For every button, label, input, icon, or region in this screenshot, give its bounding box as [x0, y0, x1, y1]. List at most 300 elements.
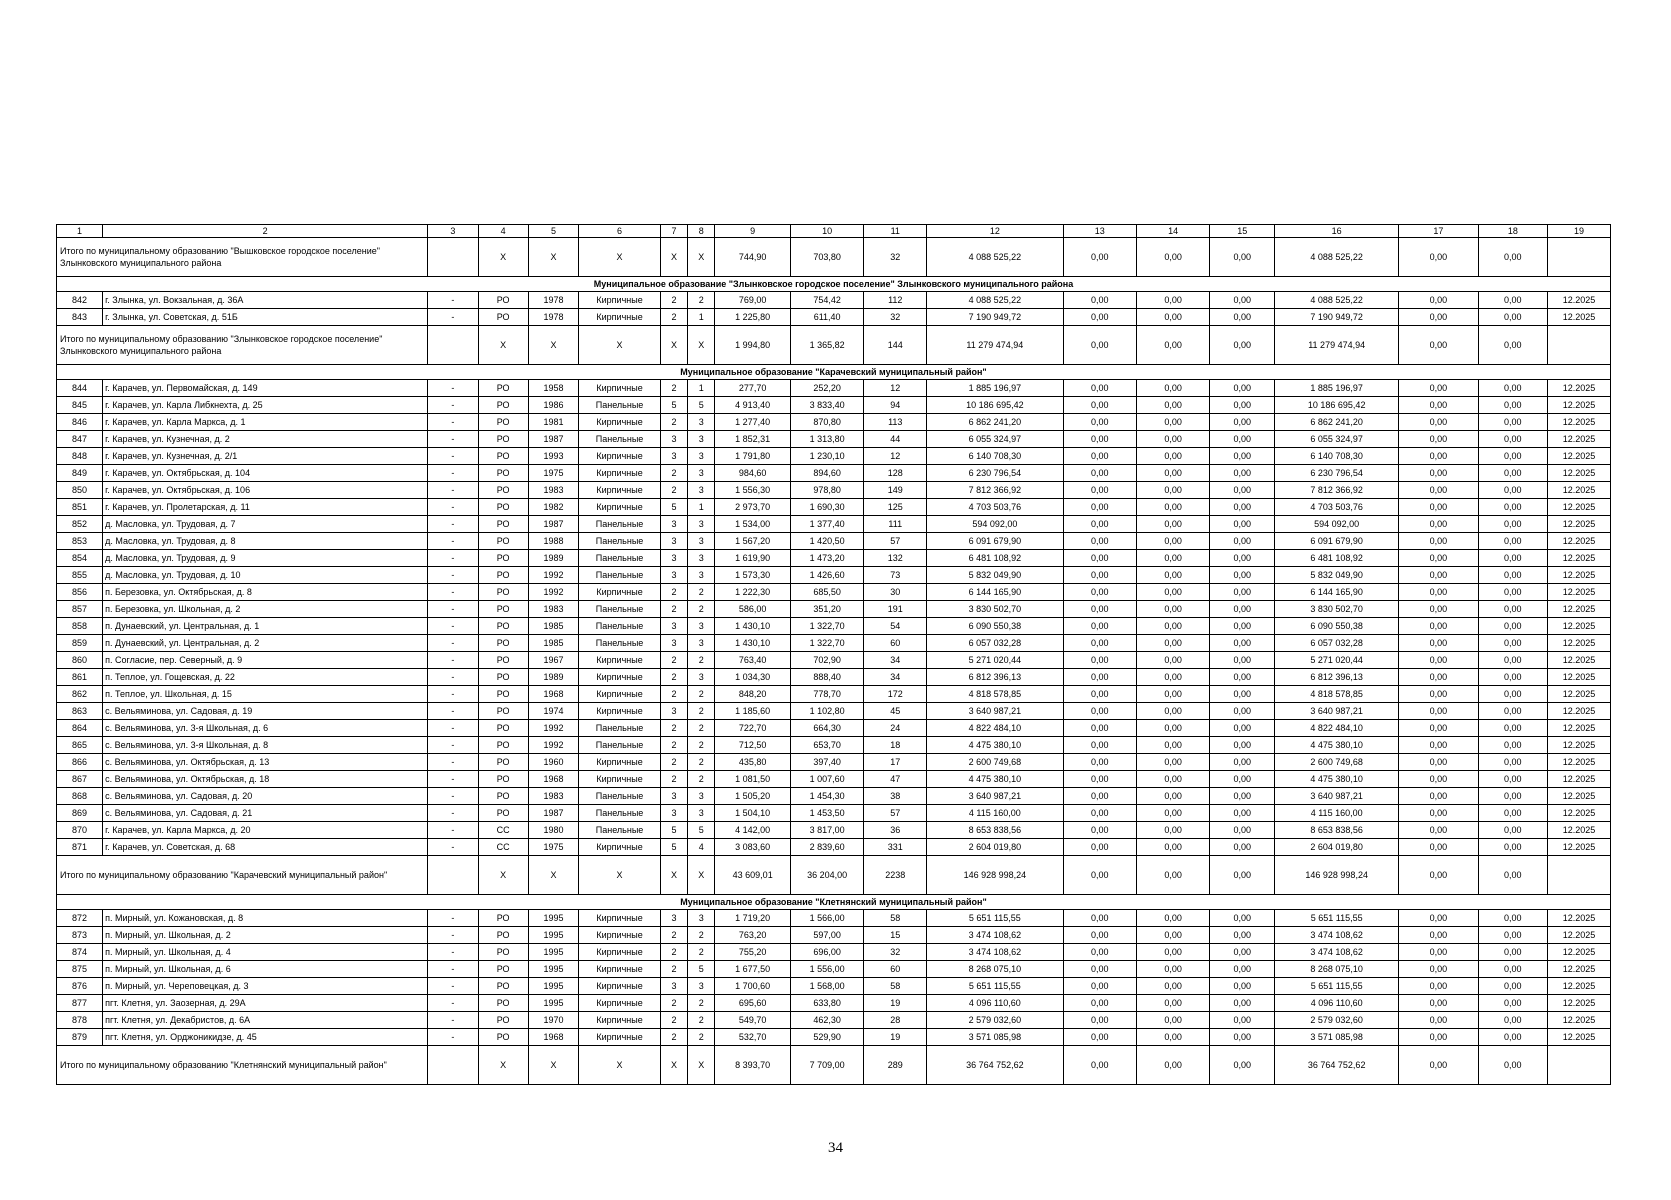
table-cell: Кирпичные: [579, 703, 661, 720]
table-cell: 0,00: [1478, 720, 1547, 737]
table-cell: -: [428, 465, 478, 482]
subtotal-cell: 8 393,70: [715, 1046, 790, 1085]
table-cell: РО: [478, 961, 528, 978]
subtotal-cell: 0,00: [1399, 1046, 1479, 1085]
table-cell: 0,00: [1478, 995, 1547, 1012]
subtotal-cell: 36 764 752,62: [927, 1046, 1063, 1085]
table-cell: 3: [688, 482, 715, 499]
table-cell: 0,00: [1210, 720, 1275, 737]
table-row: [57, 720, 1611, 737]
table-body: [57, 225, 1611, 1085]
table-cell: Панельные: [579, 737, 661, 754]
table-cell: -: [428, 397, 478, 414]
table-cell: 12.2025: [1547, 292, 1610, 309]
table-cell: 1968: [528, 686, 578, 703]
table-cell: 0,00: [1136, 995, 1209, 1012]
table-row: [57, 910, 1611, 927]
table-cell: 0,00: [1399, 927, 1479, 944]
table-cell: 1987: [528, 805, 578, 822]
table-row: [57, 737, 1611, 754]
table-cell: Кирпичные: [579, 309, 661, 326]
table-cell: 532,70: [715, 1029, 790, 1046]
table-cell: 1987: [528, 431, 578, 448]
table-cell: РО: [478, 771, 528, 788]
table-cell: РО: [478, 601, 528, 618]
table-cell: 1 322,70: [790, 635, 863, 652]
table-cell: 0,00: [1210, 1029, 1275, 1046]
table-cell: 1995: [528, 910, 578, 927]
address-cell: г. Злынка, ул. Вокзальная, д. 36А: [103, 292, 428, 309]
table-cell: 12.2025: [1547, 944, 1610, 961]
table-cell: 0,00: [1399, 686, 1479, 703]
table-cell: 6 057 032,28: [1275, 635, 1399, 652]
row-number-cell: 865: [57, 737, 103, 754]
table-cell: РО: [478, 635, 528, 652]
table-cell: 0,00: [1063, 380, 1136, 397]
table-cell: 6 090 550,38: [927, 618, 1063, 635]
table-cell: 0,00: [1210, 652, 1275, 669]
table-cell: 4 115 160,00: [927, 805, 1063, 822]
table-row: [57, 380, 1611, 397]
table-cell: Кирпичные: [579, 927, 661, 944]
table-cell: 0,00: [1478, 567, 1547, 584]
table-cell: 0,00: [1399, 995, 1479, 1012]
table-cell: Кирпичные: [579, 839, 661, 856]
table-row: [57, 1029, 1611, 1046]
address-cell: с. Вельяминова, ул. Октябрьская, д. 13: [103, 754, 428, 771]
subtotal-cell: 0,00: [1063, 856, 1136, 895]
table-cell: 0,00: [1136, 703, 1209, 720]
table-cell: 3 571 085,98: [927, 1029, 1063, 1046]
table-cell: 0,00: [1210, 533, 1275, 550]
table-cell: 0,00: [1063, 309, 1136, 326]
table-cell: 763,40: [715, 652, 790, 669]
table-row: [57, 482, 1611, 499]
table-cell: 1 426,60: [790, 567, 863, 584]
table-cell: 0,00: [1210, 567, 1275, 584]
address-cell: г. Карачев, ул. Карла Либкнехта, д. 25: [103, 397, 428, 414]
column-number-cell: 2: [103, 225, 428, 238]
table-cell: 0,00: [1136, 309, 1209, 326]
subtotal-cell: 2238: [864, 856, 927, 895]
table-cell: 0,00: [1210, 703, 1275, 720]
table-cell: 34: [864, 669, 927, 686]
table-cell: 0,00: [1063, 944, 1136, 961]
table-cell: 0,00: [1210, 978, 1275, 995]
column-number-cell: 13: [1063, 225, 1136, 238]
table-cell: 4 115 160,00: [1275, 805, 1399, 822]
table-row: [57, 788, 1611, 805]
table-cell: 763,20: [715, 927, 790, 944]
table-cell: 6 862 241,20: [927, 414, 1063, 431]
table-cell: -: [428, 499, 478, 516]
subtotal-cell: 0,00: [1478, 856, 1547, 895]
table-cell: Панельные: [579, 788, 661, 805]
table-cell: 4 703 503,76: [927, 499, 1063, 516]
table-cell: РО: [478, 397, 528, 414]
table-cell: 0,00: [1063, 737, 1136, 754]
address-cell: г. Карачев, ул. Карла Маркса, д. 20: [103, 822, 428, 839]
table-cell: -: [428, 927, 478, 944]
table-row: [57, 927, 1611, 944]
table-cell: 462,30: [790, 1012, 863, 1029]
subtotal-label: Итого по муниципальному образованию "Вышковское городское поселение" Злынковского муниципального района: [57, 238, 428, 277]
table-cell: 0,00: [1063, 927, 1136, 944]
table-cell: 1985: [528, 618, 578, 635]
table-cell: 0,00: [1136, 618, 1209, 635]
table-row: [57, 309, 1611, 326]
table-cell: 0,00: [1210, 499, 1275, 516]
table-row: [57, 652, 1611, 669]
table-cell: 1968: [528, 1029, 578, 1046]
table-cell: 3: [660, 805, 687, 822]
table-row: [57, 397, 1611, 414]
table-cell: 594 092,00: [927, 516, 1063, 533]
table-cell: 6 055 324,97: [1275, 431, 1399, 448]
table-cell: -: [428, 482, 478, 499]
table-cell: 1 322,70: [790, 618, 863, 635]
table-cell: Кирпичные: [579, 754, 661, 771]
table-cell: РО: [478, 995, 528, 1012]
table-cell: 2: [660, 380, 687, 397]
table-cell: 12.2025: [1547, 550, 1610, 567]
table-cell: 0,00: [1063, 1012, 1136, 1029]
table-cell: 5: [660, 839, 687, 856]
table-cell: 0,00: [1136, 805, 1209, 822]
address-cell: пгт. Клетня, ул. Декабристов, д. 6А: [103, 1012, 428, 1029]
table-cell: Панельные: [579, 397, 661, 414]
table-cell: 8 653 838,56: [1275, 822, 1399, 839]
table-cell: 1982: [528, 499, 578, 516]
column-number-cell: 12: [927, 225, 1063, 238]
table-cell: 0,00: [1210, 414, 1275, 431]
table-cell: 10 186 695,42: [927, 397, 1063, 414]
address-cell: п. Березовка, ул. Школьная, д. 2: [103, 601, 428, 618]
table-cell: 0,00: [1063, 567, 1136, 584]
subtotal-cell: X: [660, 238, 687, 277]
subtotal-cell: 0,00: [1210, 856, 1275, 895]
table-cell: 1 377,40: [790, 516, 863, 533]
table-cell: 6 091 679,90: [1275, 533, 1399, 550]
table-cell: 1 102,80: [790, 703, 863, 720]
table-cell: 2: [688, 927, 715, 944]
table-cell: 0,00: [1063, 584, 1136, 601]
table-cell: 0,00: [1210, 961, 1275, 978]
table-cell: 5: [688, 822, 715, 839]
table-cell: 132: [864, 550, 927, 567]
table-cell: 2: [688, 1029, 715, 1046]
table-cell: РО: [478, 380, 528, 397]
table-cell: 3 474 108,62: [1275, 944, 1399, 961]
table-cell: РО: [478, 618, 528, 635]
table-cell: РО: [478, 703, 528, 720]
table-cell: 1 504,10: [715, 805, 790, 822]
subtotal-cell: 36 764 752,62: [1275, 1046, 1399, 1085]
row-number-cell: 866: [57, 754, 103, 771]
subtotal-cell: X: [688, 238, 715, 277]
table-cell: -: [428, 686, 478, 703]
subtotal-cell: 0,00: [1136, 856, 1209, 895]
table-cell: 10 186 695,42: [1275, 397, 1399, 414]
table-cell: 0,00: [1399, 839, 1479, 856]
table-cell: 0,00: [1136, 601, 1209, 618]
table-cell: 1981: [528, 414, 578, 431]
table-cell: 0,00: [1210, 465, 1275, 482]
table-cell: 0,00: [1136, 822, 1209, 839]
table-cell: -: [428, 737, 478, 754]
table-cell: 894,60: [790, 465, 863, 482]
table-cell: 3: [660, 448, 687, 465]
table-cell: 12.2025: [1547, 652, 1610, 669]
table-cell: -: [428, 1012, 478, 1029]
table-cell: 12.2025: [1547, 961, 1610, 978]
address-cell: г. Карачев, ул. Кузнечная, д. 2/1: [103, 448, 428, 465]
table-cell: 1958: [528, 380, 578, 397]
table-row: [57, 995, 1611, 1012]
table-cell: 3 474 108,62: [1275, 927, 1399, 944]
table-cell: 6 862 241,20: [1275, 414, 1399, 431]
subtotal-cell: 703,80: [790, 238, 863, 277]
table-cell: Кирпичные: [579, 652, 661, 669]
table-cell: -: [428, 292, 478, 309]
table-cell: 0,00: [1399, 978, 1479, 995]
table-cell: 1960: [528, 754, 578, 771]
section-header-row: [57, 365, 1611, 380]
table-cell: Кирпичные: [579, 771, 661, 788]
table-cell: 6 230 796,54: [1275, 465, 1399, 482]
table-cell: 2 839,60: [790, 839, 863, 856]
table-cell: 1 567,20: [715, 533, 790, 550]
table-cell: 702,90: [790, 652, 863, 669]
address-cell: п. Теплое, ул. Школьная, д. 15: [103, 686, 428, 703]
column-number-cell: 5: [528, 225, 578, 238]
table-cell: 30: [864, 584, 927, 601]
address-cell: г. Карачев, ул. Октябрьская, д. 104: [103, 465, 428, 482]
table-cell: 0,00: [1136, 465, 1209, 482]
table-cell: 0,00: [1210, 822, 1275, 839]
subtotal-cell: X: [660, 856, 687, 895]
table-cell: -: [428, 805, 478, 822]
table-cell: 0,00: [1478, 839, 1547, 856]
table-cell: 0,00: [1478, 292, 1547, 309]
table-cell: 2: [688, 292, 715, 309]
table-cell: РО: [478, 652, 528, 669]
table-cell: 0,00: [1210, 737, 1275, 754]
table-cell: 3: [660, 516, 687, 533]
table-cell: 1 619,90: [715, 550, 790, 567]
table-cell: 5 271 020,44: [1275, 652, 1399, 669]
table-cell: 2: [688, 584, 715, 601]
table-cell: 0,00: [1478, 482, 1547, 499]
table-cell: 4 088 525,22: [1275, 292, 1399, 309]
table-cell: 2: [688, 720, 715, 737]
table-cell: 0,00: [1399, 771, 1479, 788]
housing-repair-register-table: [56, 224, 1611, 1085]
subtotal-cell: X: [579, 238, 661, 277]
table-cell: -: [428, 567, 478, 584]
subtotal-cell: 4 088 525,22: [1275, 238, 1399, 277]
table-cell: -: [428, 839, 478, 856]
subtotal-cell: [1547, 238, 1610, 277]
column-number-cell: 18: [1478, 225, 1547, 238]
subtotal-cell: 0,00: [1063, 1046, 1136, 1085]
table-cell: 0,00: [1399, 414, 1479, 431]
table-cell: 1: [688, 499, 715, 516]
address-cell: д. Масловка, ул. Трудовая, д. 8: [103, 533, 428, 550]
table-cell: 2 604 019,80: [927, 839, 1063, 856]
table-cell: 6 144 165,90: [927, 584, 1063, 601]
table-cell: 12.2025: [1547, 533, 1610, 550]
row-number-cell: 878: [57, 1012, 103, 1029]
table-cell: 0,00: [1210, 927, 1275, 944]
table-cell: -: [428, 516, 478, 533]
table-cell: -: [428, 754, 478, 771]
table-cell: 3: [688, 788, 715, 805]
table-cell: 0,00: [1210, 995, 1275, 1012]
row-number-cell: 874: [57, 944, 103, 961]
table-cell: 397,40: [790, 754, 863, 771]
table-cell: 1988: [528, 533, 578, 550]
table-cell: 0,00: [1063, 499, 1136, 516]
table-cell: 0,00: [1399, 754, 1479, 771]
table-cell: 1968: [528, 771, 578, 788]
subtotal-cell: 0,00: [1399, 326, 1479, 365]
address-cell: д. Масловка, ул. Трудовая, д. 9: [103, 550, 428, 567]
table-cell: 12.2025: [1547, 703, 1610, 720]
subtotal-cell: X: [660, 1046, 687, 1085]
table-cell: РО: [478, 720, 528, 737]
table-cell: РО: [478, 1012, 528, 1029]
table-cell: РО: [478, 788, 528, 805]
table-cell: 2 973,70: [715, 499, 790, 516]
table-cell: 4 096 110,60: [927, 995, 1063, 1012]
table-cell: 12.2025: [1547, 995, 1610, 1012]
address-cell: п. Мирный, ул. Кожановская, д. 8: [103, 910, 428, 927]
address-cell: пгт. Клетня, ул. Заозерная, д. 29А: [103, 995, 428, 1012]
table-cell: 0,00: [1210, 771, 1275, 788]
table-cell: 0,00: [1399, 465, 1479, 482]
table-cell: -: [428, 771, 478, 788]
subtotal-cell: X: [528, 326, 578, 365]
table-cell: 5: [688, 397, 715, 414]
table-cell: 2: [660, 652, 687, 669]
table-cell: 12.2025: [1547, 431, 1610, 448]
column-number-row: [57, 225, 1611, 238]
table-cell: 0,00: [1063, 601, 1136, 618]
table-cell: 0,00: [1136, 567, 1209, 584]
table-cell: 0,00: [1136, 771, 1209, 788]
table-cell: Кирпичные: [579, 961, 661, 978]
table-cell: 0,00: [1399, 567, 1479, 584]
table-cell: 3: [688, 910, 715, 927]
table-row: [57, 669, 1611, 686]
column-number-cell: 17: [1399, 225, 1479, 238]
table-cell: 12.2025: [1547, 516, 1610, 533]
table-cell: 2: [660, 720, 687, 737]
table-cell: Панельные: [579, 635, 661, 652]
table-cell: 0,00: [1478, 944, 1547, 961]
row-number-cell: 847: [57, 431, 103, 448]
table-cell: РО: [478, 927, 528, 944]
address-cell: с. Вельяминова, ул. Садовая, д. 19: [103, 703, 428, 720]
table-cell: 2: [660, 482, 687, 499]
table-cell: 0,00: [1399, 448, 1479, 465]
table-cell: 0,00: [1399, 635, 1479, 652]
section-title: Муниципальное образование "Злынковское городское поселение" Злынковского муниципального района: [57, 277, 1611, 292]
table-cell: 1975: [528, 465, 578, 482]
table-cell: 0,00: [1399, 669, 1479, 686]
table-cell: 3: [660, 635, 687, 652]
row-number-cell: 857: [57, 601, 103, 618]
address-cell: п. Мирный, ул. Школьная, д. 6: [103, 961, 428, 978]
table-row: [57, 516, 1611, 533]
subtotal-cell: 0,00: [1136, 238, 1209, 277]
table-row: [57, 635, 1611, 652]
table-cell: 633,80: [790, 995, 863, 1012]
table-cell: 1995: [528, 995, 578, 1012]
table-cell: Кирпичные: [579, 910, 661, 927]
address-cell: с. Вельяминова, ул. Октябрьская, д. 18: [103, 771, 428, 788]
table-cell: -: [428, 309, 478, 326]
table-cell: 888,40: [790, 669, 863, 686]
table-row: [57, 944, 1611, 961]
table-cell: 6 057 032,28: [927, 635, 1063, 652]
address-cell: п. Мирный, ул. Череповецкая, д. 3: [103, 978, 428, 995]
table-cell: РО: [478, 567, 528, 584]
table-cell: 111: [864, 516, 927, 533]
row-number-cell: 850: [57, 482, 103, 499]
table-cell: 5 651 115,55: [927, 910, 1063, 927]
row-number-cell: 868: [57, 788, 103, 805]
table-cell: 0,00: [1399, 910, 1479, 927]
section-header-row: [57, 895, 1611, 910]
table-cell: 1983: [528, 601, 578, 618]
subtotal-cell: 11 279 474,94: [1275, 326, 1399, 365]
table-cell: 0,00: [1478, 1012, 1547, 1029]
table-cell: 2: [660, 669, 687, 686]
table-cell: 4 475 380,10: [1275, 771, 1399, 788]
table-cell: 1 453,50: [790, 805, 863, 822]
table-cell: 5 651 115,55: [1275, 910, 1399, 927]
subtotal-row: [57, 326, 1611, 365]
table-cell: -: [428, 618, 478, 635]
table-cell: 1 568,00: [790, 978, 863, 995]
table-cell: -: [428, 533, 478, 550]
table-cell: 28: [864, 1012, 927, 1029]
table-cell: 57: [864, 533, 927, 550]
row-number-cell: 846: [57, 414, 103, 431]
table-cell: Кирпичные: [579, 380, 661, 397]
table-cell: 0,00: [1063, 533, 1136, 550]
table-cell: 2: [660, 737, 687, 754]
table-row: [57, 978, 1611, 995]
table-cell: 0,00: [1136, 448, 1209, 465]
table-cell: 0,00: [1210, 516, 1275, 533]
table-cell: 2: [660, 309, 687, 326]
table-cell: 1 791,80: [715, 448, 790, 465]
table-cell: 0,00: [1063, 652, 1136, 669]
table-cell: 0,00: [1136, 737, 1209, 754]
table-cell: 1970: [528, 1012, 578, 1029]
table-cell: 3 830 502,70: [1275, 601, 1399, 618]
table-cell: СС: [478, 839, 528, 856]
table-cell: 7 190 949,72: [927, 309, 1063, 326]
subtotal-cell: 0,00: [1063, 326, 1136, 365]
row-number-cell: 876: [57, 978, 103, 995]
table-cell: 0,00: [1478, 686, 1547, 703]
table-cell: 0,00: [1478, 927, 1547, 944]
table-cell: Кирпичные: [579, 292, 661, 309]
